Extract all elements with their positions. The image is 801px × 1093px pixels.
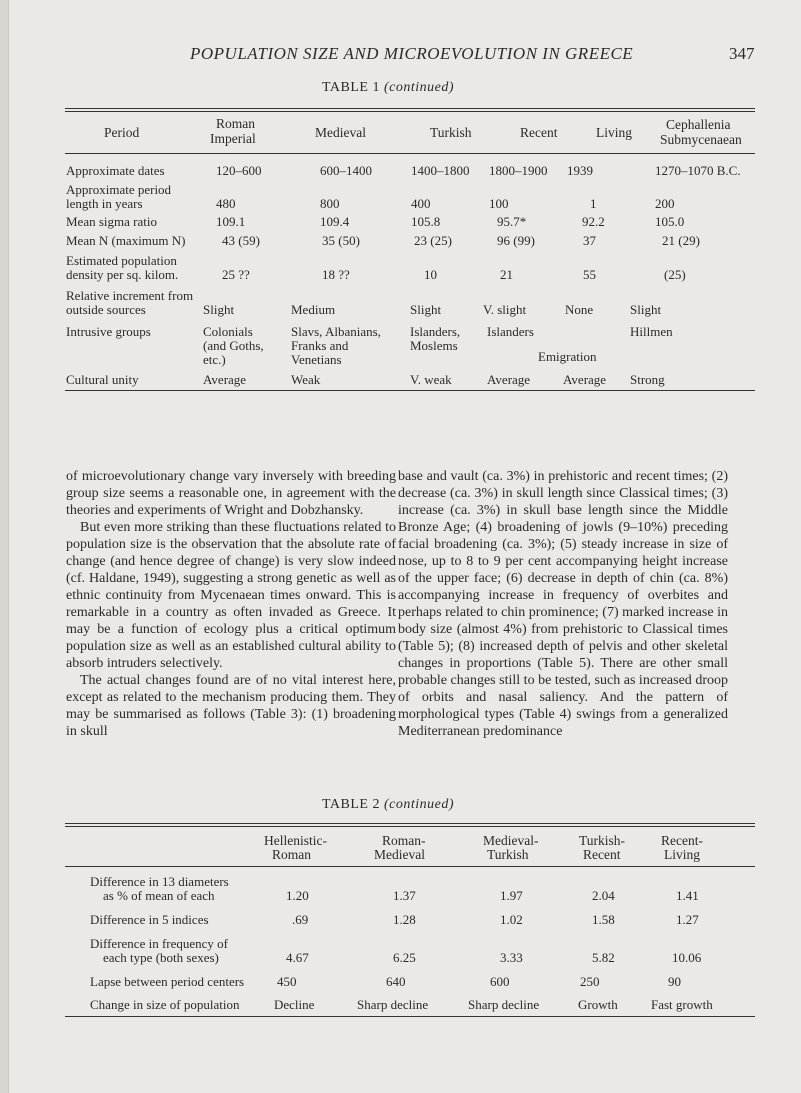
t2-cell: 640 — [386, 974, 406, 989]
t1-cell: 120–600 — [216, 163, 262, 178]
t2-cell: 2.04 — [592, 888, 615, 903]
t1-header-medieval: Medieval — [315, 125, 366, 140]
t2-cell: 1.20 — [286, 888, 309, 903]
t1-cell: Weak — [291, 372, 321, 387]
t1-row-label: density per sq. kilom. — [66, 267, 179, 282]
t1-cell: Average — [563, 372, 607, 387]
paragraph: But even more striking than these fluctuations related to population size is the observation that the absolute rate of change (and hence degree of change) is very slow indeed (cf. Haldane, 1949), suggesting a strong genetic as well as ethnic continuity from Mycenaean times onward. This is remarkable in a country as often invaded as Greece. It may be a function of ecology plus a critical optimum population size as well as an established cultural ability to absorb intruders selectively. — [66, 520, 396, 671]
t1-cell: etc.) — [203, 352, 226, 367]
table1-top-rule — [65, 108, 755, 109]
t2-cell: 1.41 — [676, 888, 699, 903]
t1-cell: Venetians — [291, 352, 342, 367]
t1-cell: 18 ?? — [322, 267, 350, 282]
t1-cell: 1270–1070 B.C. — [655, 163, 741, 178]
t2-cell: .69 — [292, 912, 309, 927]
t2-header: Recent- — [661, 833, 703, 848]
t2-header: Turkish- — [579, 833, 626, 848]
t1-header-recent: Recent — [520, 125, 558, 140]
t2-cell: 10.06 — [672, 950, 702, 965]
t1-cell: 105.0 — [655, 214, 685, 229]
t1-cell: 55 — [583, 267, 596, 282]
t2-cell: 1.02 — [500, 912, 523, 927]
t2-cell: 1.97 — [500, 888, 523, 903]
t2-cell: 90 — [668, 974, 681, 989]
t1-cell: 92.2 — [582, 214, 605, 229]
t1-header-turkish: Turkish — [430, 125, 472, 140]
t2-row-label: Difference in 5 indices — [90, 912, 209, 927]
t1-cell: Average — [203, 372, 247, 387]
t2-header: Recent — [583, 847, 621, 862]
t1-row-label: length in years — [66, 196, 143, 211]
t1-cell: None — [565, 302, 594, 317]
paragraph: of microevolutionary change vary inversely with breeding group size seems a reasonable one, in agreement with the theories and experiments of Wright and Dobzhansky. — [66, 469, 396, 518]
t1-cell: 1939 — [567, 163, 593, 178]
t1-cell: (25) — [664, 267, 686, 282]
t1-cell: 480 — [216, 196, 236, 211]
t2-cell: 1.58 — [592, 912, 615, 927]
table1-continued: (continued) — [383, 80, 455, 95]
body-column-left — [66, 468, 396, 740]
t2-row-label: each type (both sexes) — [103, 950, 219, 965]
t2-header: Medieval- — [483, 833, 539, 848]
t1-cell: 21 — [500, 267, 513, 282]
t2-cell: 1.27 — [676, 912, 699, 927]
t1-cell: 1400–1800 — [411, 163, 470, 178]
t2-cell: 4.67 — [286, 950, 309, 965]
paragraph: base and vault (ca. 3%) in prehistoric and recent times; (2) decrease (ca. 3%) in skull length since Classical times; (3) increase (ca. 3%) in skull base length since the Middle Bronze Age; (4) broadening of jowls (9–10%) preceding facial broadening (ca. 3%); (5) steady increase in size of nose, up to 8 to 9 per cent accompanying height increase of the upper face; (6) decrease in depth of chin (ca. 8%) accompanying increase in frequency of overbites and perhaps related to chin prominence; (7) marked increase in body size (almost 4%) from prehistoric to Classical times (Table 5); (8) increased depth of pelvis and other skeletal changes in proportions (Table 5). There are other small probable changes still to be tested, such as increased droop of orbits and nasal saliency. And the pattern of morphological types (Table 4) swings from a generalized Mediterranean predominance — [398, 469, 728, 739]
t1-cell: 37 — [583, 233, 596, 248]
table2-header-rule — [65, 866, 755, 867]
t1-row-label: Mean N (maximum N) — [66, 233, 186, 248]
t1-cell: Islanders, — [410, 324, 461, 339]
t1-cell: 109.1 — [216, 214, 246, 229]
t1-header-cephallenia: Cephallenia — [666, 117, 731, 132]
t1-cell: Medium — [291, 302, 336, 317]
t1-cell: 400 — [411, 196, 431, 211]
t1-cell: 1800–1900 — [489, 163, 548, 178]
t1-cell-emigration: Emigration — [538, 349, 597, 364]
t1-cell: 109.4 — [320, 214, 350, 229]
t2-cell: Decline — [274, 997, 315, 1012]
t1-cell: Slavs, Albanians, — [291, 324, 381, 339]
t1-row-label: outside sources — [66, 302, 146, 317]
t2-header: Turkish — [487, 847, 529, 862]
table1-bottom-rule — [65, 390, 755, 391]
table1-title-label: TABLE 1 — [322, 80, 380, 95]
t1-cell: Islanders — [487, 324, 534, 339]
t1-cell: 105.8 — [411, 214, 441, 229]
table2-bottom-rule — [65, 1016, 755, 1017]
page-number: 347 — [729, 44, 755, 63]
t1-row-label: Relative increment from — [66, 288, 194, 303]
t1-cell: 95.7* — [497, 214, 527, 229]
t2-cell: 1.37 — [393, 888, 416, 903]
t2-header: Roman — [272, 847, 311, 862]
t2-cell: Sharp decline — [357, 997, 429, 1012]
table1-header-rule — [65, 153, 755, 154]
t2-cell: Sharp decline — [468, 997, 540, 1012]
t1-cell: Slight — [203, 302, 235, 317]
t1-header-roman: Roman — [216, 116, 255, 131]
t1-row-label: Estimated population — [66, 253, 177, 268]
t1-cell: Slight — [410, 302, 442, 317]
t2-header: Hellenistic- — [264, 833, 327, 848]
table2-title — [322, 797, 454, 813]
t1-cell: 96 (99) — [497, 233, 535, 248]
t2-cell: 6.25 — [393, 950, 416, 965]
table2-top-rule-2 — [65, 826, 755, 827]
t1-cell: 800 — [320, 196, 340, 211]
paragraph: The actual changes found are of no vital interest here, except as related to the mechanism producing them. They may be summarised as follows (Table 3): (1) broadening in skull — [66, 673, 396, 739]
t1-cell: Franks and — [291, 338, 349, 353]
t1-cell: 100 — [489, 196, 509, 211]
t2-header: Medieval — [374, 847, 425, 862]
t2-cell: 450 — [277, 974, 297, 989]
t1-cell: 1 — [590, 196, 597, 211]
t1-cell: 23 (25) — [414, 233, 452, 248]
t1-cell: V. slight — [483, 302, 527, 317]
table1-top-rule-2 — [65, 111, 755, 112]
table2-top-rule — [65, 823, 755, 824]
t1-cell: 21 (29) — [662, 233, 700, 248]
t1-cell: 43 (59) — [222, 233, 260, 248]
t1-cell: Average — [487, 372, 531, 387]
t1-cell: Slight — [630, 302, 662, 317]
t2-header: Living — [664, 847, 700, 862]
running-head: POPULATION SIZE AND MICROEVOLUTION IN GREECE — [190, 44, 634, 63]
t2-row-label: Difference in frequency of — [90, 936, 228, 951]
t1-cell: 35 (50) — [322, 233, 360, 248]
t1-cell: V. weak — [410, 372, 452, 387]
t2-cell: 250 — [580, 974, 600, 989]
t1-cell: Hillmen — [630, 324, 673, 339]
t1-cell: 10 — [424, 267, 437, 282]
t1-row-label: Approximate dates — [66, 163, 165, 178]
t1-cell: 600–1400 — [320, 163, 372, 178]
t1-row-label: Approximate period — [66, 182, 172, 197]
table2-title-label: TABLE 2 — [322, 797, 380, 812]
page-gutter — [0, 0, 9, 1093]
t1-row-label: Intrusive groups — [66, 324, 151, 339]
body-column-right — [398, 468, 728, 740]
t1-header-imperial: Imperial — [210, 131, 256, 146]
t1-row-label: Mean sigma ratio — [66, 214, 157, 229]
table2-continued: (continued) — [383, 797, 455, 812]
t1-cell: Moslems — [410, 338, 458, 353]
t1-cell: Colonials — [203, 324, 253, 339]
t2-row-label: as % of mean of each — [103, 888, 215, 903]
t2-row-label: Difference in 13 diameters — [90, 874, 229, 889]
t2-cell: 600 — [490, 974, 510, 989]
table1-title — [322, 80, 454, 96]
t1-header-period: Period — [104, 125, 140, 140]
t2-row-label: Lapse between period centers — [90, 974, 245, 989]
t1-row-label: Cultural unity — [66, 372, 139, 387]
t1-header-submycenaean: Submycenaean — [660, 132, 742, 147]
t2-cell: 5.82 — [592, 950, 615, 965]
t2-header: Roman- — [382, 833, 426, 848]
t1-cell: 25 ?? — [222, 267, 250, 282]
t1-header-living: Living — [596, 125, 632, 140]
t1-cell: 200 — [655, 196, 675, 211]
t2-cell: 1.28 — [393, 912, 416, 927]
t2-cell: Growth — [578, 997, 618, 1012]
t2-row-label: Change in size of population — [90, 997, 240, 1012]
t2-cell: 3.33 — [500, 950, 523, 965]
t1-cell: Strong — [630, 372, 665, 387]
t1-cell: (and Goths, — [203, 338, 264, 353]
t2-cell: Fast growth — [651, 997, 713, 1012]
